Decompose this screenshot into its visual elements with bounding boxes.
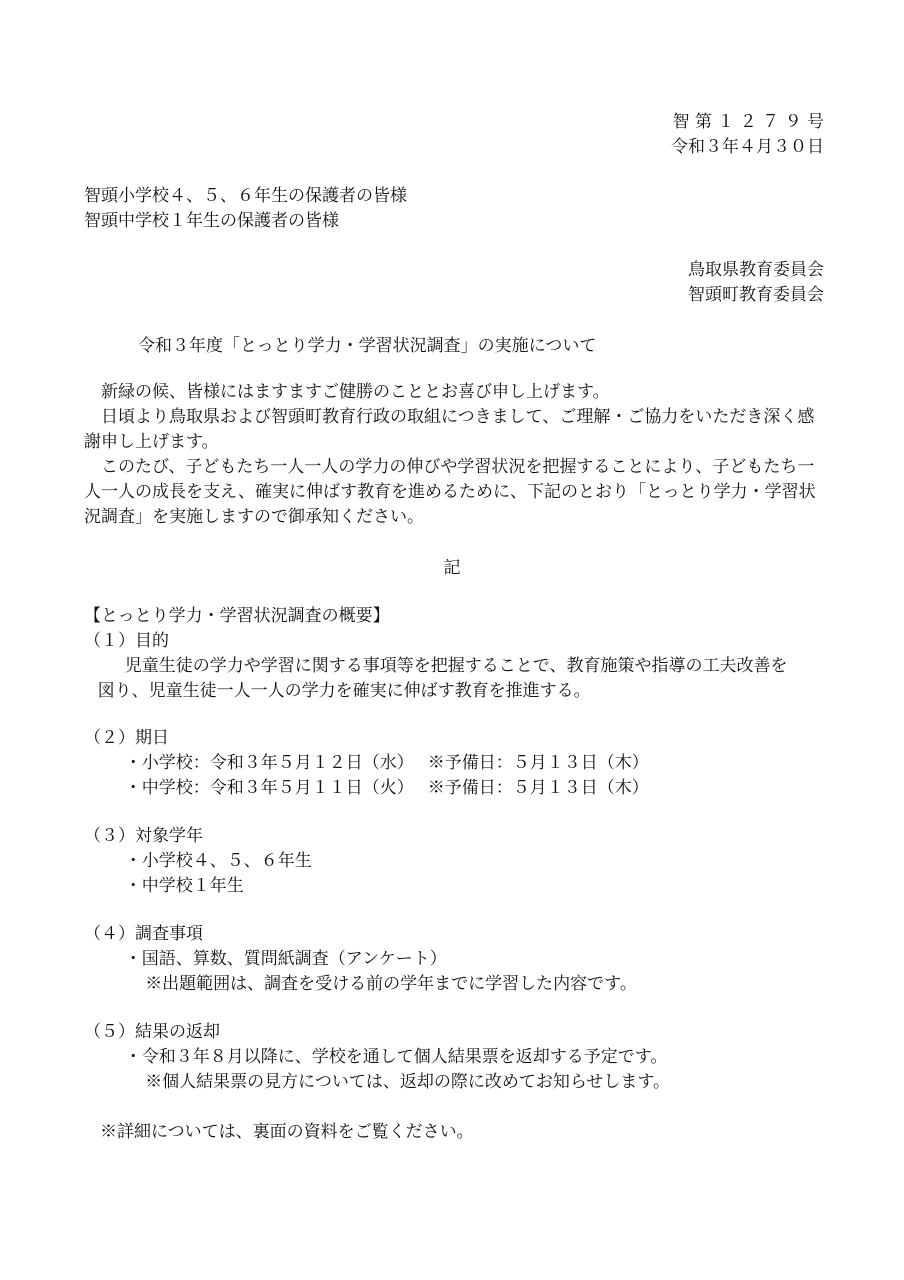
footer-note bbox=[100, 1120, 474, 1145]
section-4-line: ・国語、算数、質問紙調査（アンケート） bbox=[124, 949, 447, 969]
section-3-block bbox=[84, 824, 312, 899]
section-5-line: ・令和３年８月以降に、学校を通して個人結果票を返却する予定です。 bbox=[124, 1047, 668, 1067]
section-5-heading: （５）結果の返却 bbox=[84, 1022, 220, 1042]
section-1-heading: （１）目的 bbox=[84, 631, 169, 651]
section-4-line: ※出題範囲は、調査を受ける前の学年までに学習した内容です。 bbox=[145, 974, 637, 994]
ki-text: 記 bbox=[443, 558, 461, 578]
header-block bbox=[524, 110, 824, 160]
section-1-line: 図り、児童生徒一人一人の学力を確実に伸ばす教育を推進する。 bbox=[97, 681, 591, 701]
issue-date: 令和３年４月３０日 bbox=[671, 137, 824, 157]
recipient-line: 智頭小学校４、５、６年生の保護者の皆様 bbox=[84, 186, 407, 206]
document-title bbox=[138, 334, 596, 359]
intro-paragraph-2: 日頃より鳥取県および智頭町教育行政の取組につきまして、ご理解・ご協力をいただき深く感謝申し上げます。 bbox=[84, 407, 815, 452]
section-2-line: ・小学校：令和３年５月１２日（水） ※予備日：５月１３日（木） bbox=[124, 753, 649, 773]
doc-number: 智 第 １ ２ ７ ９ 号 bbox=[672, 112, 824, 132]
section-5-block bbox=[84, 1020, 670, 1095]
section-2-heading: （２）期日 bbox=[84, 728, 169, 748]
senders-block bbox=[524, 258, 824, 308]
overview-heading: 【とっとり学力・学習状況調査の概要】 bbox=[84, 606, 390, 626]
intro-paragraph-3: このたび、子どもたち一人一人の学力の伸びや学習状況を把握することにより、子どもたち一人一人の成長を支え、確実に伸ばす教育を進めるために、下記のとおり「とっとり学力・学習状況調査」を実施しますので御承知ください。 bbox=[84, 457, 816, 527]
ki-marker bbox=[0, 556, 904, 581]
document-title-text: 令和３年度「とっとり学力・学習状況調査」の実施について bbox=[138, 336, 597, 356]
recipients-block bbox=[84, 184, 407, 234]
section-4-block bbox=[84, 922, 637, 997]
section-4-heading: （４）調査事項 bbox=[84, 924, 203, 944]
sender-line: 鳥取県教育委員会 bbox=[688, 260, 824, 280]
sender-line: 智頭町教育委員会 bbox=[688, 285, 824, 305]
footer-note-text: ※詳細については、裏面の資料をご覧ください。 bbox=[100, 1122, 474, 1142]
recipient-line: 智頭中学校１年生の保護者の皆様 bbox=[84, 211, 339, 231]
section-3-line: ・中学校１年生 bbox=[124, 876, 244, 896]
section-2-line: ・中学校：令和３年５月１１日（火） ※予備日：５月１３日（木） bbox=[124, 778, 649, 798]
intro-paragraph-1: 新緑の候、皆様にはますますご健勝のこととお喜び申し上げます。 bbox=[101, 382, 610, 402]
section-5-line: ※個人結果票の見方については、返却の際に改めてお知らせします。 bbox=[145, 1072, 670, 1092]
section-3-heading: （３）対象学年 bbox=[84, 826, 203, 846]
section-1-line: 児童生徒の学力や学習に関する事項等を把握することで、教育施策や指導の工夫改善を bbox=[124, 656, 788, 676]
section-3-line: ・小学校４、５、６年生 bbox=[124, 851, 312, 871]
intro-body bbox=[84, 380, 824, 530]
section-2-block bbox=[84, 726, 649, 801]
overview-block bbox=[84, 604, 787, 704]
